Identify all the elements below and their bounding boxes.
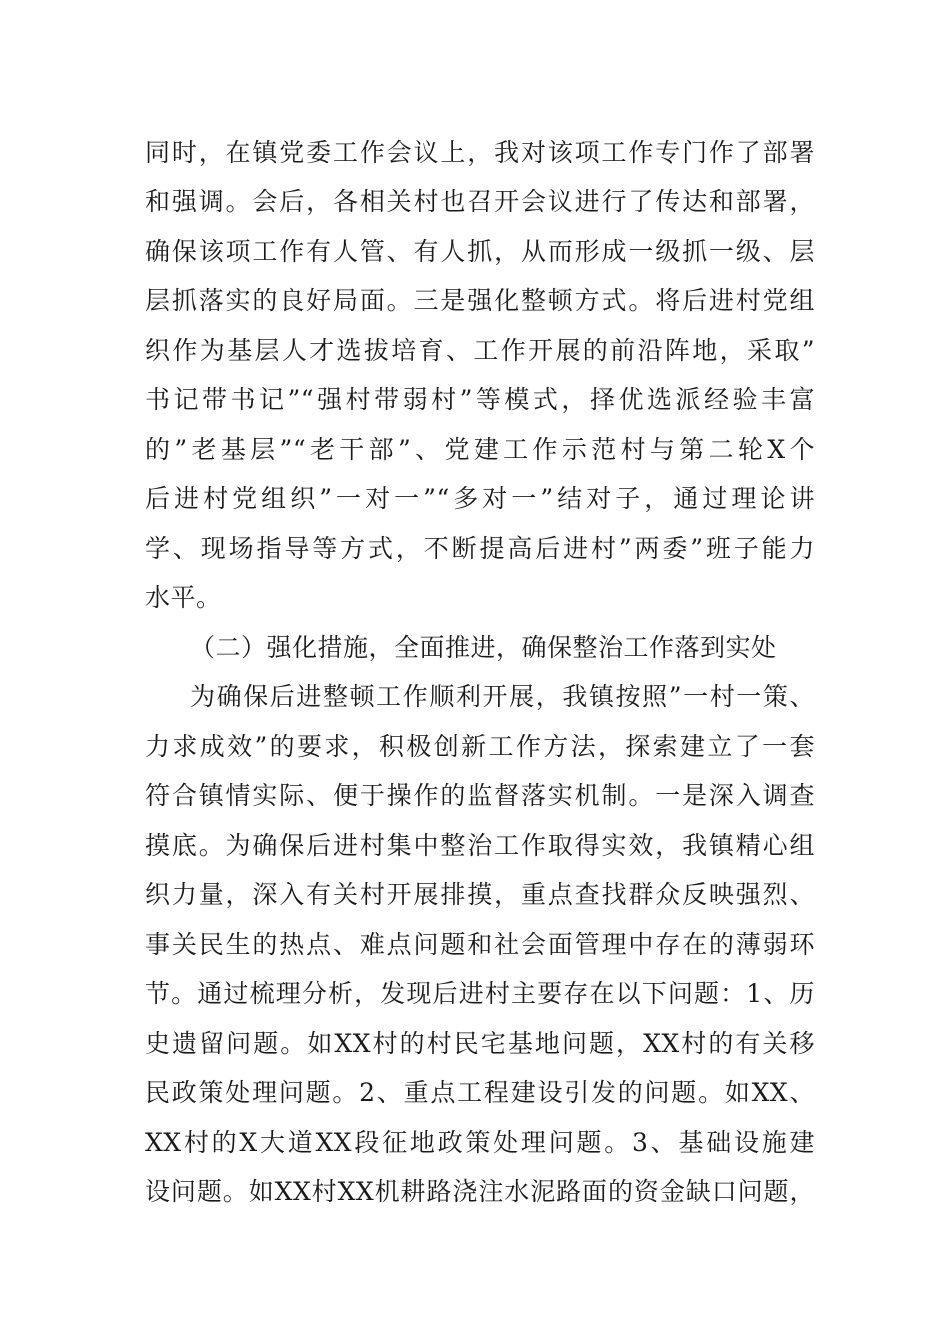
text-line: 事关民生的热点、难点问题和社会面管理中存在的薄弱环 xyxy=(145,930,815,959)
text-line: 后进村党组织”一对一”“多对一”结对子，通过理论讲 xyxy=(145,484,815,513)
text-line: 水平。 xyxy=(145,583,222,612)
section-heading: （二）强化措施，全面推进，确保整治工作落到实处 xyxy=(190,633,777,662)
text-line: 摸底。为确保后进村集中整治工作取得实效，我镇精心组 xyxy=(145,831,815,860)
text-line: 为确保后进整顿工作顺利开展，我镇按照”一村一策、 xyxy=(190,682,815,711)
text-line: 学、现场指导等方式，不断提高后进村”两委”班子能力 xyxy=(145,534,815,563)
text-line: XX村的X大道XX段征地政策处理问题。3、基础设施建 xyxy=(145,1128,815,1157)
text-line: 民政策处理问题。2、重点工程建设引发的问题。如XX、 xyxy=(145,1078,815,1107)
text-line: 节。通过梳理分析，发现后进村主要存在以下问题：1、历 xyxy=(145,979,815,1008)
text-line: 织作为基层人才选拔培育、工作开展的前沿阵地，采取” xyxy=(145,336,815,365)
text-line: 层抓落实的良好局面。三是强化整顿方式。将后进村党组 xyxy=(145,286,815,315)
text-line: 符合镇情实际、便于操作的监督落实机制。一是深入调查 xyxy=(145,781,815,810)
text-line: 和强调。会后，各相关村也召开会议进行了传达和部署， xyxy=(145,187,815,216)
text-line: 同时，在镇党委工作会议上，我对该项工作专门作了部署 xyxy=(145,138,815,167)
text-line: 织力量，深入有关村开展排摸，重点查找群众反映强烈、 xyxy=(145,880,815,909)
text-line: 力求成效”的要求，积极创新工作方法，探索建立了一套 xyxy=(145,732,815,761)
text-line: 书记带书记”“强村带弱村”等模式，择优选派经验丰富 xyxy=(145,385,815,414)
text-line: 的”老基层”“老干部”、党建工作示范村与第二轮X个 xyxy=(145,435,815,464)
text-line: 史遗留问题。如XX村的村民宅基地问题，XX村的有关移 xyxy=(145,1029,815,1058)
text-line: 设问题。如XX村XX机耕路浇注水泥路面的资金缺口问题， xyxy=(145,1177,815,1206)
text-line: 确保该项工作有人管、有人抓，从而形成一级抓一级、层 xyxy=(145,237,815,266)
